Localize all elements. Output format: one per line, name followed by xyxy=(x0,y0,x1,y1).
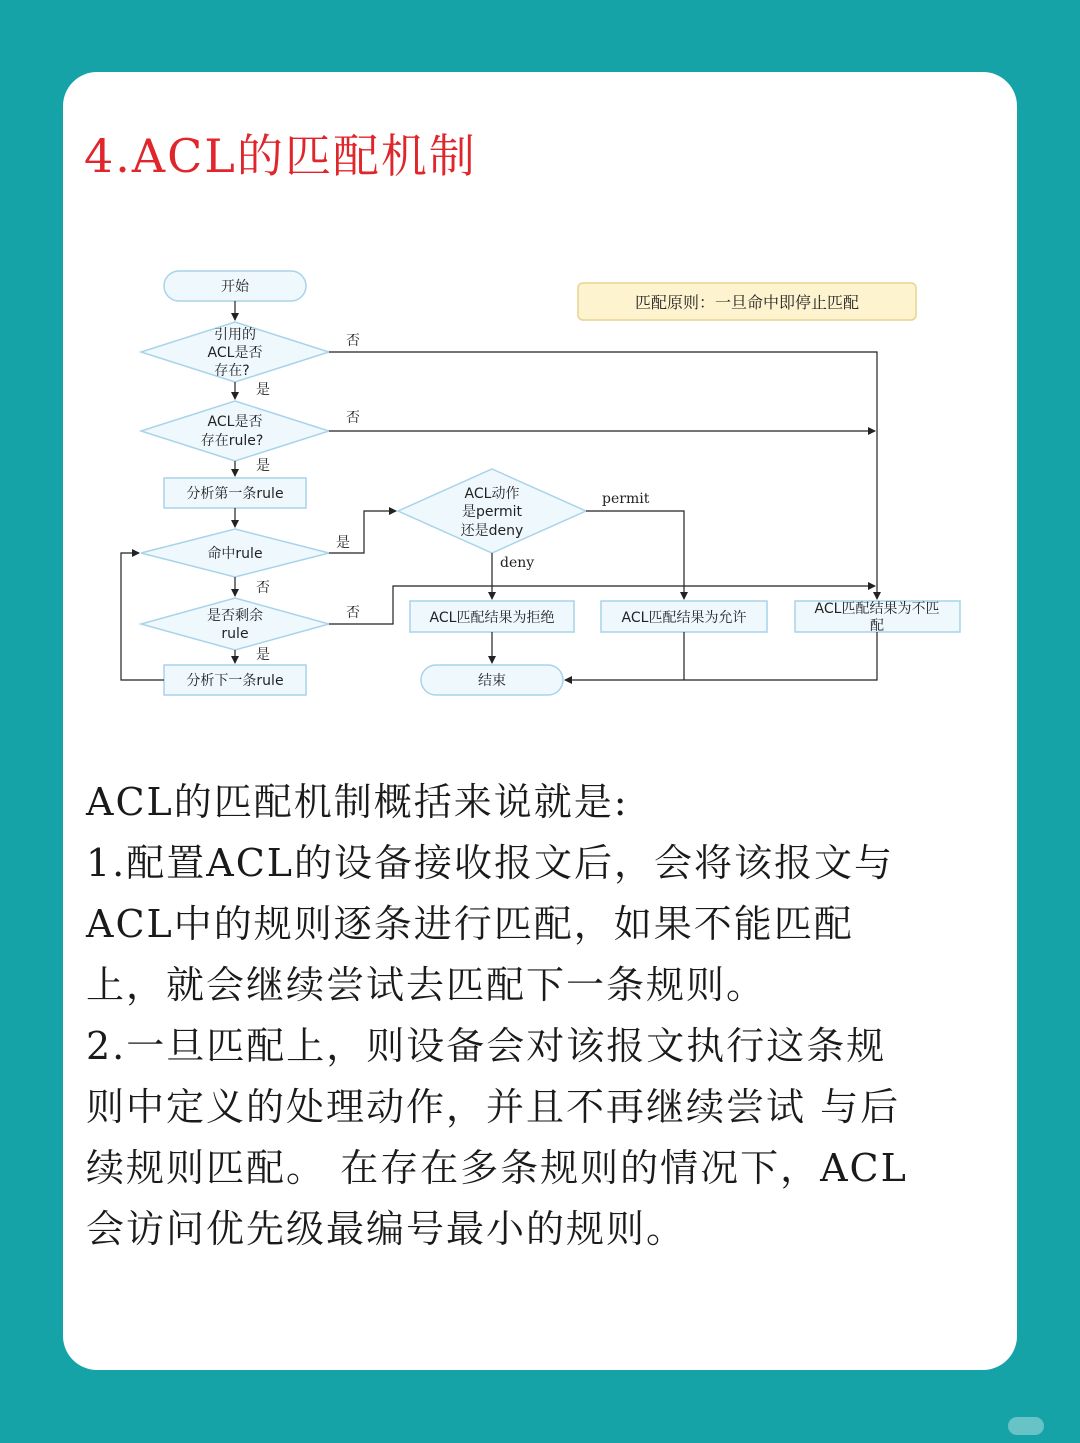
result-deny-node xyxy=(410,601,574,632)
decision-acl-exists xyxy=(141,322,329,382)
arrow-nomatch-to-end xyxy=(565,632,877,680)
arrow-d1-no xyxy=(329,352,877,599)
watermark-badge xyxy=(1008,1417,1044,1435)
decision-hit-rule xyxy=(141,529,329,577)
end-node xyxy=(421,665,563,695)
start-label: 开始 xyxy=(221,279,249,295)
label-d1-yes: 是 xyxy=(256,382,270,398)
result-nomatch-node xyxy=(795,600,960,634)
decision-acl-exists-line1: 引用的 xyxy=(214,327,256,343)
decision-remaining-rule-line2: rule xyxy=(221,626,249,642)
decision-acl-action-line1: ACL动作 xyxy=(464,486,520,502)
decision-acl-action-line3: 还是deny xyxy=(460,523,524,539)
label-d1-no: 否 xyxy=(346,333,360,349)
decision-remaining-rule xyxy=(141,598,329,650)
label-d2-yes: 是 xyxy=(256,458,270,474)
paragraph-line: ACL中的规则逐条进行匹配，如果不能匹配 xyxy=(86,902,854,946)
result-nomatch-line2: 配 xyxy=(870,618,884,634)
result-permit-label: ACL匹配结果为允许 xyxy=(621,610,747,626)
decision-hit-rule-label: 命中rule xyxy=(207,546,263,562)
decision-acl-exists-line2: ACL是否 xyxy=(207,345,263,361)
decision-rule-exists-line2: 存在rule? xyxy=(200,433,264,449)
label-deny: deny xyxy=(500,555,535,571)
decision-acl-action-line2: 是permit xyxy=(461,504,523,520)
analyze-next-rule-label: 分析下一条rule xyxy=(186,673,284,689)
decision-remaining-rule-line1: 是否剩余 xyxy=(207,608,263,624)
paragraph-line: 1.配置ACL的设备接收报文后，会将该报文与 xyxy=(86,841,895,885)
decision-acl-action xyxy=(398,469,586,553)
decision-rule-exists xyxy=(141,401,329,461)
page-title: 4.ACL的匹配机制 xyxy=(84,129,477,183)
end-label: 结束 xyxy=(478,673,506,689)
match-principle-text: 匹配原则：一旦命中即停止匹配 xyxy=(634,293,860,312)
start-node xyxy=(164,271,306,301)
explanation-text xyxy=(86,772,1006,1260)
paragraph-line: 2.一旦匹配上，则设备会对该报文执行这条规 xyxy=(86,1024,887,1068)
analyze-first-rule-label: 分析第一条rule xyxy=(186,486,284,502)
label-remaining-no: 否 xyxy=(346,605,360,621)
match-principle-box xyxy=(578,283,916,320)
label-hit-no: 否 xyxy=(256,580,270,596)
label-hit-yes: 是 xyxy=(336,535,350,551)
paragraph-line: 则中定义的处理动作，并且不再继续尝试 与后 xyxy=(86,1085,901,1129)
analyze-next-rule-node xyxy=(164,665,306,695)
paragraph-line: ACL的匹配机制概括来说就是: xyxy=(86,780,629,824)
label-permit: permit xyxy=(602,491,650,507)
result-nomatch-line1: ACL匹配结果为不匹 xyxy=(814,601,940,617)
paragraph-line: 会访问优先级最编号最小的规则。 xyxy=(86,1207,687,1251)
label-remaining-yes: 是 xyxy=(256,647,270,663)
paragraph-line: 续规则匹配。 在存在多条规则的情况下，ACL xyxy=(86,1146,908,1190)
decision-acl-exists-line3: 存在? xyxy=(214,363,250,379)
result-permit-node xyxy=(601,601,767,632)
decision-rule-exists-line1: ACL是否 xyxy=(207,414,263,430)
analyze-first-rule-node xyxy=(164,478,306,508)
arrow-next-loop xyxy=(121,553,164,680)
label-d2-no: 否 xyxy=(346,410,360,426)
paragraph-line: 上，就会继续尝试去匹配下一条规则。 xyxy=(86,963,767,1007)
result-deny-label: ACL匹配结果为拒绝 xyxy=(429,610,555,626)
